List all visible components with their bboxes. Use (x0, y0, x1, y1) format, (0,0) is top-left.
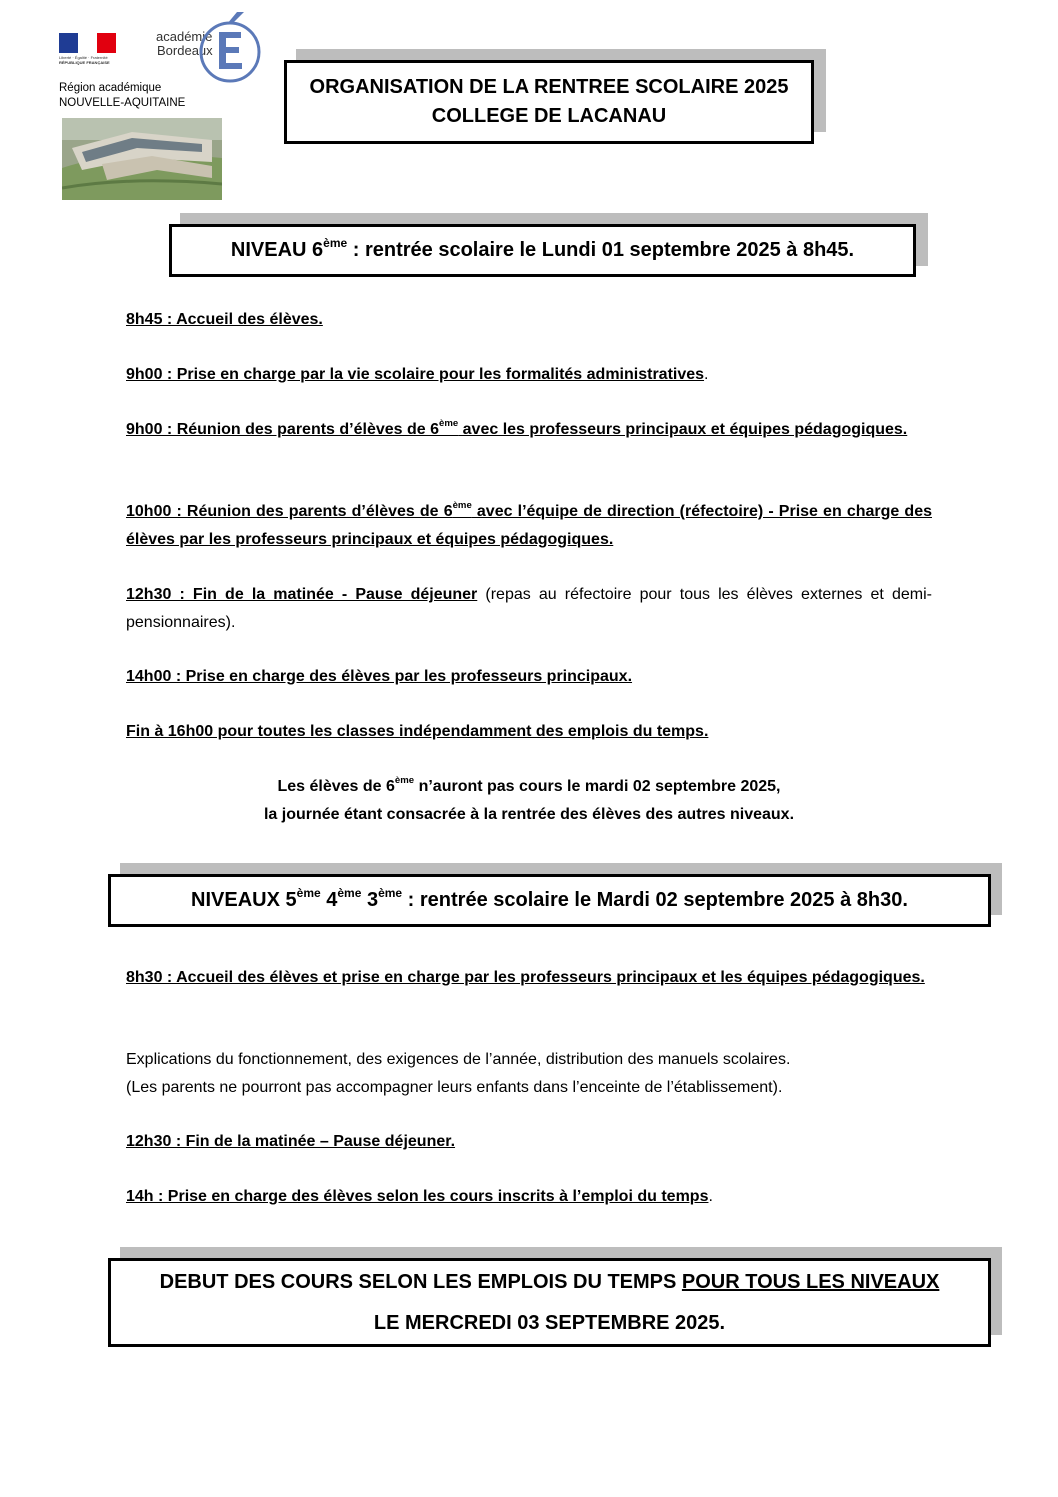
title-box (284, 49, 826, 144)
schedule-item-pause-dejeuner: 12h30 : Fin de la matinée - Pause déjeuner (repas au réfectoire pour tous les élèves externes et demi-pensionnaires). (126, 586, 933, 631)
schedule-item-pause-dejeuner-2: 12h30 : Fin de la matinée – Pause déjeuner. (126, 1133, 456, 1150)
schedule-item-14h: 14h : Prise en charge des élèves selon les cours inscrits à l’emploi du temps. (126, 1188, 713, 1205)
college-building-photo (62, 118, 222, 200)
explications-paragraph: Explications du fonctionnement, des exigences de l’année, distribution des manuels scolaires. (Les parents ne pourront pas accompagner leurs enfants dans l’enceinte de l’établissement). (126, 1051, 791, 1096)
academie-e-icon (197, 6, 263, 84)
schedule-item-vie-scolaire: 9h00 : Prise en charge par la vie scolaire pour les formalités administratives. (126, 366, 709, 383)
schedule-item-reunion-parents-2: 10h00 : Réunion des parents d’élèves de 6ème avec l’équipe de direction (réfectoire) - Prise en charge des élèves par les professeurs principaux et équipes pédagogiques. (126, 500, 932, 548)
academie-bordeaux-logo-text: académie Bordeaux (156, 29, 213, 58)
section-6eme-heading-box (169, 213, 928, 277)
schedule-item-accueil: 8h45 : Accueil des élèves. (126, 311, 323, 328)
republic-caption: Liberté · Égalité · Fraternité RÉPUBLIQUE FRANÇAISE (59, 55, 110, 65)
note-6eme-no-class: Les élèves de 6ème n’auront pas cours le mardi 02 septembre 2025, la journée étant consacrée à la rentrée des élèves des autres niveaux. (263, 775, 795, 823)
final-line-2: LE MERCREDI 03 SEPTEMBRE 2025. (373, 1311, 726, 1334)
schedule-item-14h00: 14h00 : Prise en charge des élèves par les professeurs principaux. (126, 668, 633, 685)
section-543-heading: NIVEAUX 5ème 4ème 3ème : rentrée scolaire le Mardi 02 septembre 2025 à 8h30. (191, 885, 908, 911)
title-line-1: ORGANISATION DE LA RENTREE SCOLAIRE 2025 (309, 76, 789, 98)
schedule-item-reunion-parents-1: 9h00 : Réunion des parents d’élèves de 6ème avec les professeurs principaux et équipes pédagogiques. (126, 418, 908, 438)
final-line-1: DEBUT DES COURS SELON LES EMPLOIS DU TEMPS POUR TOUS LES NIVEAUX (159, 1270, 940, 1293)
final-announcement-box (108, 1247, 1002, 1347)
schedule-item-fin-16h00: Fin à 16h00 pour toutes les classes indépendamment des emplois du temps. (126, 723, 709, 740)
title-line-2: COLLEGE DE LACANAU (431, 105, 667, 127)
region-academique-label: Région académique NOUVELLE-AQUITAINE (59, 82, 186, 109)
french-republic-flag-logo (59, 33, 116, 53)
section-543-heading-box (108, 863, 1002, 927)
section-6eme-heading: NIVEAU 6ème : rentrée scolaire le Lundi 01 septembre 2025 à 8h45. (230, 235, 855, 261)
schedule-item-accueil-8h30: 8h30 : Accueil des élèves et prise en charge par les professeurs principaux et les équipes pédagogiques. (126, 969, 925, 986)
